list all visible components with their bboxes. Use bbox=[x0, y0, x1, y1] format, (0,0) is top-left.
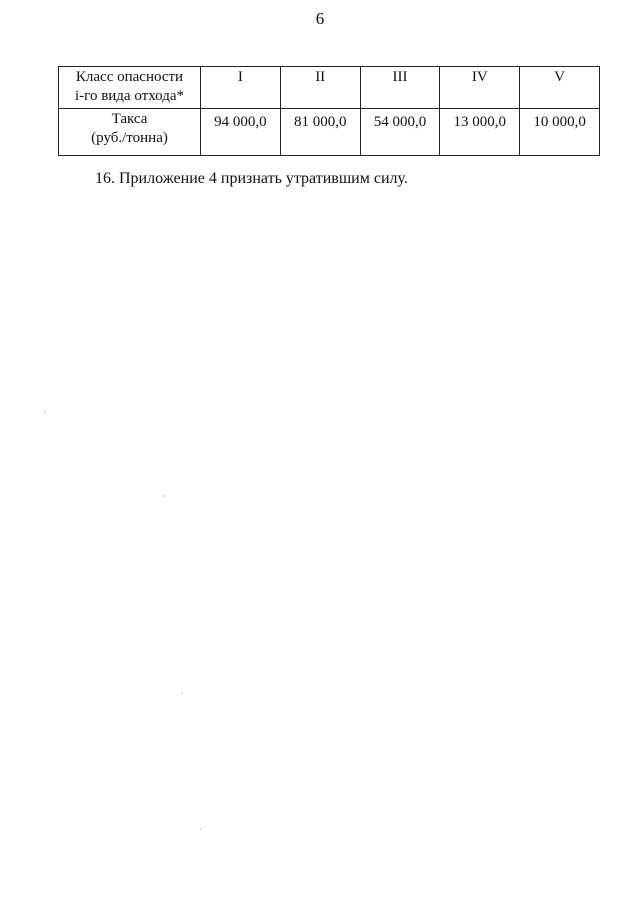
scan-artifact bbox=[200, 828, 201, 830]
hazard-class-label-line-1: Класс опасности bbox=[75, 69, 184, 85]
rate-value-cell: 13 000,0 bbox=[440, 109, 520, 156]
rate-label-line-2: (руб./тонна) bbox=[91, 130, 168, 146]
rate-value-cell: 81 000,0 bbox=[280, 109, 360, 156]
rate-value-cell: 94 000,0 bbox=[201, 109, 281, 156]
hazard-class-cell: IV bbox=[440, 67, 520, 109]
hazard-class-label-line-2: i-го вида отхода* bbox=[75, 88, 184, 104]
table-row-rates bbox=[59, 109, 600, 156]
hazard-class-cell: II bbox=[280, 67, 360, 109]
scan-artifact bbox=[181, 692, 182, 694]
scan-artifact bbox=[163, 495, 164, 497]
rate-value-cell: 10 000,0 bbox=[520, 109, 600, 156]
page-number: 6 bbox=[315, 9, 325, 28]
hazard-class-header-cell bbox=[59, 67, 201, 109]
hazard-class-cell: III bbox=[360, 67, 440, 109]
rate-label-line-1: Такса bbox=[111, 111, 148, 127]
rate-value-cell: 54 000,0 bbox=[360, 109, 440, 156]
hazard-class-tariff-table bbox=[58, 66, 600, 156]
hazard-class-cell: I bbox=[201, 67, 281, 109]
table-row-hazard-classes bbox=[59, 67, 600, 109]
scan-artifact bbox=[44, 410, 45, 413]
paragraph-16: 16. Приложение 4 признать утратившим силу. bbox=[95, 170, 408, 187]
hazard-class-cell: V bbox=[520, 67, 600, 109]
rate-header-cell bbox=[59, 109, 201, 156]
